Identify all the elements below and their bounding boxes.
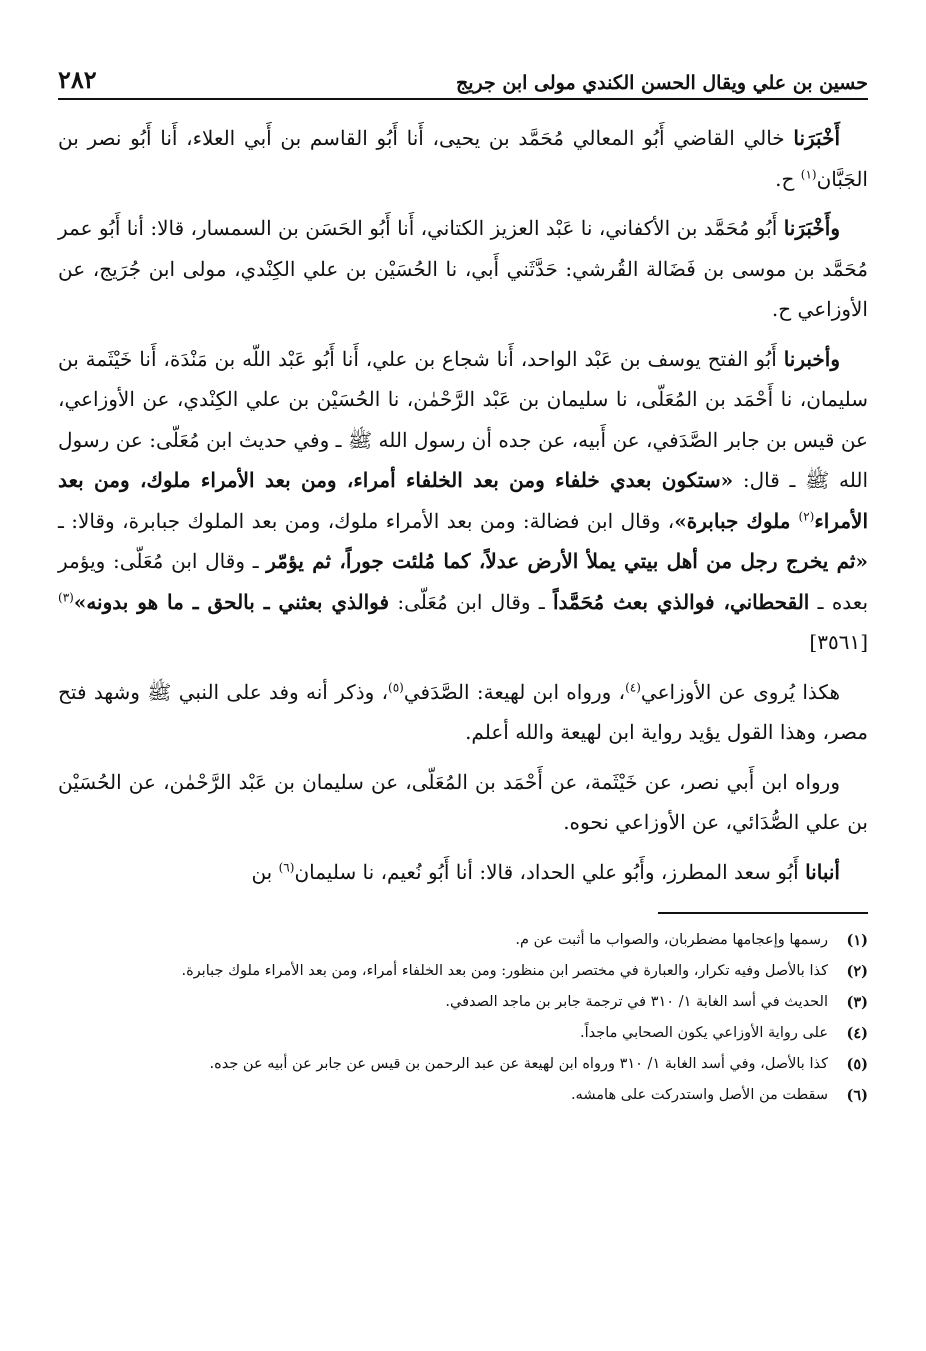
footnote-number: (٣) xyxy=(846,994,868,1011)
footnotes xyxy=(58,928,868,1108)
hadith-text: القحطاني، فوالذي بعث مُحَمَّداً xyxy=(553,589,810,614)
footnote-marker[interactable]: (٤) xyxy=(625,679,641,694)
footnote-marker[interactable]: (٥) xyxy=(388,679,404,694)
footnote-text: رسمها وإعجامها مضطربان، والصواب ما أثبت عن م. xyxy=(515,932,828,948)
paragraph-text: ، ورواه ابن لهيعة: الصَّدَفي xyxy=(403,679,626,704)
paragraph-2 xyxy=(58,208,868,330)
paragraph-text: أَبُو الفتح يوسف بن عَبْد الواحد، أَنا شجاع بن علي، أَنا أَبُو عَبْد اللّه بن مَنْدَة، أَنا خَيْثَمة بن سليمان، نا أَحْمَد بن المُعَلّى، نا سليمان بن عَبْد الرَّحْمٰن، نا الحُسَيْن بن علي الكِنْدي، عن الأوزاعي، عن قيس بن جابر الصَّدَفي، عن أَبيه، عن جده أن رسول الله ﷺ ـ وفي حديث ابن مُعَلّى: عن رسول الله ﷺ ـ قال: xyxy=(58,346,868,492)
running-title: حسين بن علي ويقال الحسن الكندي مولى ابن جريج xyxy=(455,72,868,94)
footnote xyxy=(58,959,868,984)
paragraph-text: هكذا يُروى عن الأوزاعي xyxy=(640,679,841,704)
book-page xyxy=(58,60,868,1114)
footnote xyxy=(58,1052,868,1077)
paragraph-text: ، وقال ابن فضالة: ومن بعد الأمراء ملوك، ومن بعد الملوك جبابرة، وقالا: ـ xyxy=(58,508,675,533)
footnote-number: (٥) xyxy=(846,1056,868,1073)
footnote-text: الحديث في أسد الغابة ١/ ٣١٠ في ترجمة جابر بن ماجد الصدفي. xyxy=(445,994,828,1010)
paragraph-text: ، وذكر أنه وفد على النبي ﷺ وشهد فتح مصر، وهذا القول يؤيد رواية ابن لهيعة والله أعلم. xyxy=(58,679,868,744)
footnote-text: على رواية الأوزاعي يكون الصحابي ماجداً. xyxy=(580,1025,828,1041)
paragraph-text: خالي القاضي أَبُو المعالي مُحَمَّد بن يحيى، أَنا أَبُو القاسم بن أَبي العلاء، أَنا أَبُو نصر بن الجَبَّان xyxy=(58,126,868,191)
footnote-number: (٤) xyxy=(846,1025,868,1042)
paragraph-text: ـ وقال ابن مُعَلّى: xyxy=(389,589,553,614)
paragraph-text: أَبُو سعد المطرز، وأَبُو علي الحداد، قالا: أنا أَبُو نُعيم، نا سليمان xyxy=(294,859,806,884)
footnote-marker[interactable]: (٦) xyxy=(278,859,295,874)
isnad-lead: وأَخْبَرَنا xyxy=(783,216,840,240)
hadith-text: «ثم يخرج رجل من أهل بيتي يملأ الأرض عدلاً، كما مُلئت جوراً، ثم يؤمّر xyxy=(266,549,868,573)
footnote xyxy=(58,990,868,1015)
footnote-marker[interactable]: (٣) xyxy=(58,589,74,604)
footnote xyxy=(58,928,868,953)
hadith-reference: [٣٥٦١] xyxy=(809,630,868,654)
paragraph-text: أَبُو مُحَمَّد بن الأكفاني، نا عَبْد العزيز الكتاني، أَنا أَبُو الحَسَن بن السمسار، قالا: أنا أَبُو عمر مُحَمَّد بن موسى بن فَضَالة القُرشي: حَدَّثَني أَبي، نا الحُسَيْن بن علي الكِنْدي، مولى ابن جُرَيج، عن الأوزاعي ح. xyxy=(58,216,868,321)
footnote-number: (١) xyxy=(846,932,868,949)
footnote-text: كذا بالأصل، وفي أسد الغابة ١/ ٣١٠ ورواه ابن لهيعة عن عبد الرحمن بن قيس عن جابر عن أبيه عن جده. xyxy=(209,1056,828,1072)
footnote-number: (٦) xyxy=(846,1087,868,1104)
footnote-text: كذا بالأصل وفيه تكرار، والعبارة في مختصر ابن منظور: ومن بعد الخلفاء أمراء، ومن بعد الأمراء ملوك جبابرة. xyxy=(181,963,828,979)
footnote-marker[interactable]: (١) xyxy=(800,166,817,181)
paragraph-3 xyxy=(58,339,868,663)
paragraph-6 xyxy=(58,852,868,893)
page-header xyxy=(58,60,868,100)
paragraph-tail: بن xyxy=(251,859,279,884)
page-number: ٢٨٢ xyxy=(58,65,97,94)
footnote-number: (٢) xyxy=(846,963,868,980)
isnad-lead: وأخبرنا xyxy=(783,346,840,371)
footnote-marker[interactable]: (٢) xyxy=(798,508,815,523)
paragraph-4 xyxy=(58,672,868,753)
footnote xyxy=(58,1083,868,1108)
isnad-lead: أَخْبَرَنا xyxy=(793,126,841,150)
paragraph-text: ورواه ابن أَبي نصر، عن خَيْثَمة، عن أَحْمَد بن المُعَلّى، عن سليمان بن عَبْد الرَّحْمٰن، عن الحُسَيْن بن علي الصُّدَائي، عن الأوزاعي نحوه. xyxy=(58,769,868,834)
hadith-text: فوالذي بعثني ـ بالحق ـ ما هو بدونه» xyxy=(73,589,390,614)
main-text xyxy=(58,118,868,892)
hadith-text: «ستكون بعدي خلفاء ومن بعد الخلفاء أمراء، ومن بعد الأمراء ملوك، ومن بعد الأمراء xyxy=(58,468,868,533)
paragraph-tail: ح. xyxy=(775,166,801,191)
footnote-text: سقطت من الأصل واستدركت على هامشه. xyxy=(570,1087,828,1103)
paragraph-text: ـ وقال ابن مُعَلّى: ويؤمر بعده ـ xyxy=(58,549,869,614)
paragraph-5 xyxy=(58,762,868,843)
hadith-text: ملوك جبابرة» xyxy=(674,508,799,533)
footnote xyxy=(58,1021,868,1046)
paragraph-1 xyxy=(58,118,868,199)
footnote-divider xyxy=(658,912,868,914)
isnad-lead: أنبانا xyxy=(805,859,840,884)
